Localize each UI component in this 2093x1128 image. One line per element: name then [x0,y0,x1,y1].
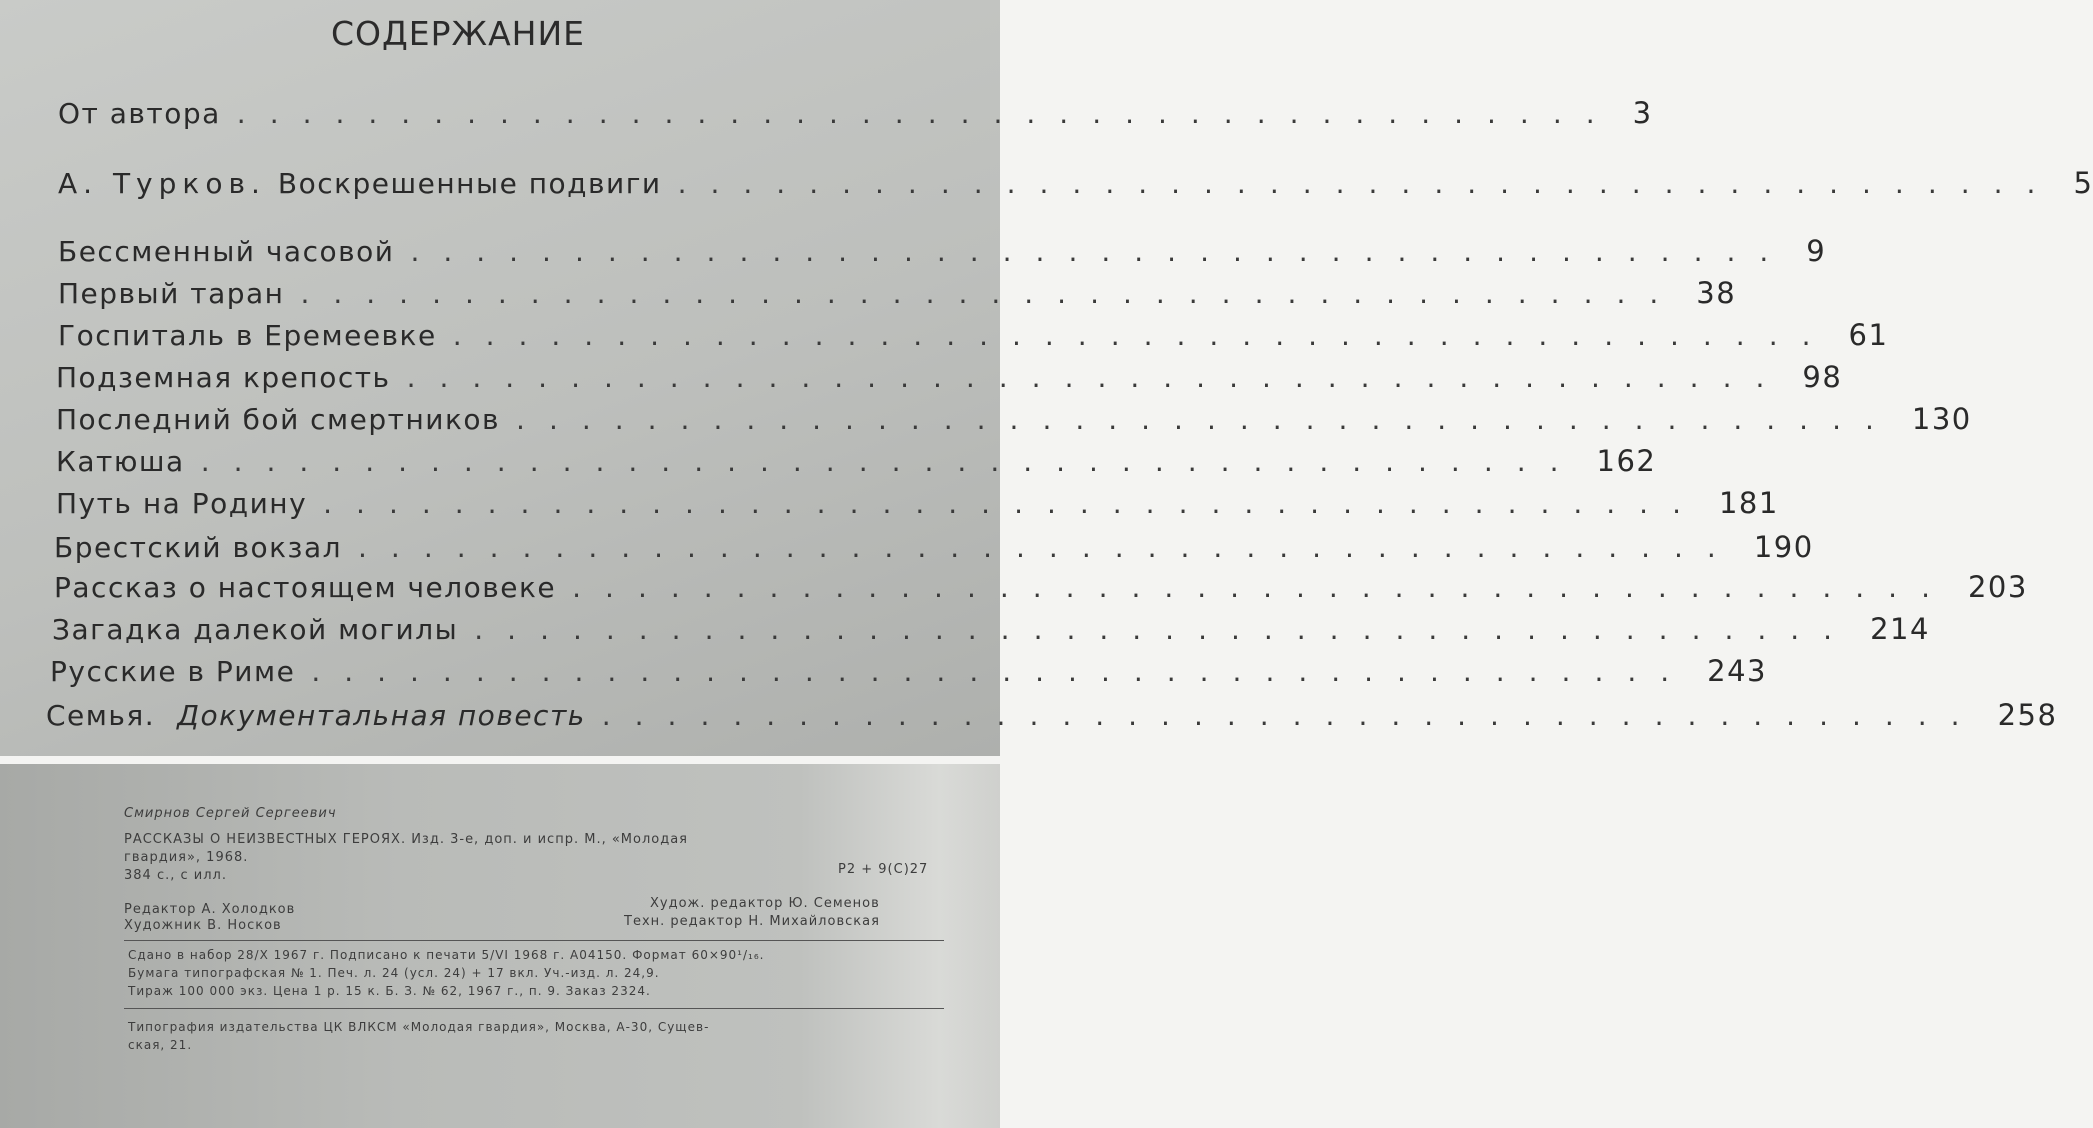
imprint-art-editor: Худож. редактор Ю. Семенов [650,896,880,911]
imprint-page-photo [0,764,1000,1128]
imprint-print-line: Сдано в набор 28/X 1967 г. Подписано к печати 5/VI 1968 г. А04150. Формат 60×90¹/₁₆. [128,948,765,962]
toc-dot-leader: .......................................... [516,403,1898,436]
toc-entry [56,444,1657,478]
toc-entry-title: Воскрешенные подвиги [277,167,662,200]
toc-dot-leader: .......................................... [236,97,1619,130]
toc-entry-title: Катюша [56,445,185,478]
imprint-editor: Редактор А. Холодков [124,902,296,917]
toc-entry-page: 258 [1997,698,2058,732]
toc-entry [58,318,1889,352]
toc-entry-title: Рассказ о настоящем человеке [54,571,557,604]
toc-entry [58,166,2093,200]
toc-entry-title: Первый таран [58,277,285,310]
toc-entry [58,276,1737,310]
toc-entry-title: Русские в Риме [50,655,296,688]
imprint-pages: 384 с., с илл. [124,868,227,883]
toc-entry [56,360,1843,394]
imprint-press-line: ская, 21. [128,1038,193,1052]
toc-entry [56,486,1779,520]
toc-entry-page: 214 [1870,612,1930,646]
toc-entry-title: Брестский вокзал [54,531,343,564]
toc-entry-title: Бессменный часовой [58,235,395,268]
toc-entry [46,698,2058,732]
imprint-press-line: Типография издательства ЦК ВЛКСМ «Молодая гвардия», Москва, А-30, Сущев- [128,1020,710,1034]
toc-entry-page: 162 [1596,444,1657,478]
toc-title: СОДЕРЖАНИЕ [330,14,586,53]
toc-entry-page: 38 [1696,276,1737,310]
toc-dot-leader: .......................................... [300,277,1683,310]
toc-dot-leader: .......................................... [601,699,1984,732]
toc-entry-page: 130 [1911,402,1972,436]
imprint-artist: Художник В. Носков [124,918,282,933]
toc-entry [54,570,2028,604]
imprint-divider [124,940,944,941]
imprint-book-line: РАССКАЗЫ О НЕИЗВЕСТНЫХ ГЕРОЯХ. Изд. 3-е, доп. и испр. М., «Молодая [124,832,688,847]
toc-dot-leader: .......................................... [677,167,2060,200]
toc-entry-title: Путь на Родину [56,487,308,520]
toc-entry-title: Семья. [46,699,156,732]
toc-entry-author: А. Турков. [58,167,266,200]
toc-entry-page: 190 [1753,530,1814,564]
toc-entry [56,402,1972,436]
toc-entry-page: 98 [1802,360,1843,394]
imprint-divider [124,1008,944,1009]
toc-entry-page: 3 [1632,96,1653,130]
toc-entry-page: 5 [2073,166,2093,200]
toc-dot-leader: .......................................... [406,361,1789,394]
toc-entry-title: Последний бой смертников [56,403,501,436]
toc-dot-leader: .......................................... [323,487,1705,520]
toc-entry [58,96,1653,130]
imprint-book-line: гвардия», 1968. [124,850,249,865]
toc-dot-leader: .......................................... [452,319,1835,352]
toc-entry-page: 9 [1806,234,1827,268]
toc-entry [58,234,1827,268]
toc-dot-leader: .......................................... [410,235,1793,268]
toc-entry-subtitle: Документальная повесть [177,699,586,732]
toc-dot-leader: .......................................... [572,571,1954,604]
imprint-author: Смирнов Сергей Сергеевич [124,806,337,821]
imprint-print-line: Тираж 100 000 экз. Цена 1 р. 15 к. Б. З. № 62, 1967 г., п. 9. Заказ 2324. [128,984,651,998]
toc-dot-leader: .......................................... [474,613,1857,646]
imprint-print-line: Бумага типографская № 1. Печ. л. 24 (усл. 24) + 17 вкл. Уч.-изд. л. 24,9. [128,966,660,980]
imprint-code: Р2 + 9(С)27 [838,862,929,877]
toc-entry-title: Загадка далекой могилы [52,613,459,646]
toc-entry-title: Подземная крепость [56,361,391,394]
toc-entry-page: 243 [1707,654,1768,688]
imprint-tech-editor: Техн. редактор Н. Михайловская [624,914,880,929]
toc-dot-leader: .......................................... [358,531,1740,564]
toc-entry-page: 61 [1848,318,1889,352]
toc-entry-page: 203 [1967,570,2028,604]
toc-entry [52,612,1930,646]
toc-entry-title: Госпиталь в Еремеевке [58,319,437,352]
toc-entry [50,654,1768,688]
toc-entry [54,530,1814,564]
toc-entry-page: 181 [1718,486,1779,520]
toc-dot-leader: .......................................... [200,445,1583,478]
toc-dot-leader: .......................................... [311,655,1694,688]
toc-entry-title: От автора [58,97,221,130]
